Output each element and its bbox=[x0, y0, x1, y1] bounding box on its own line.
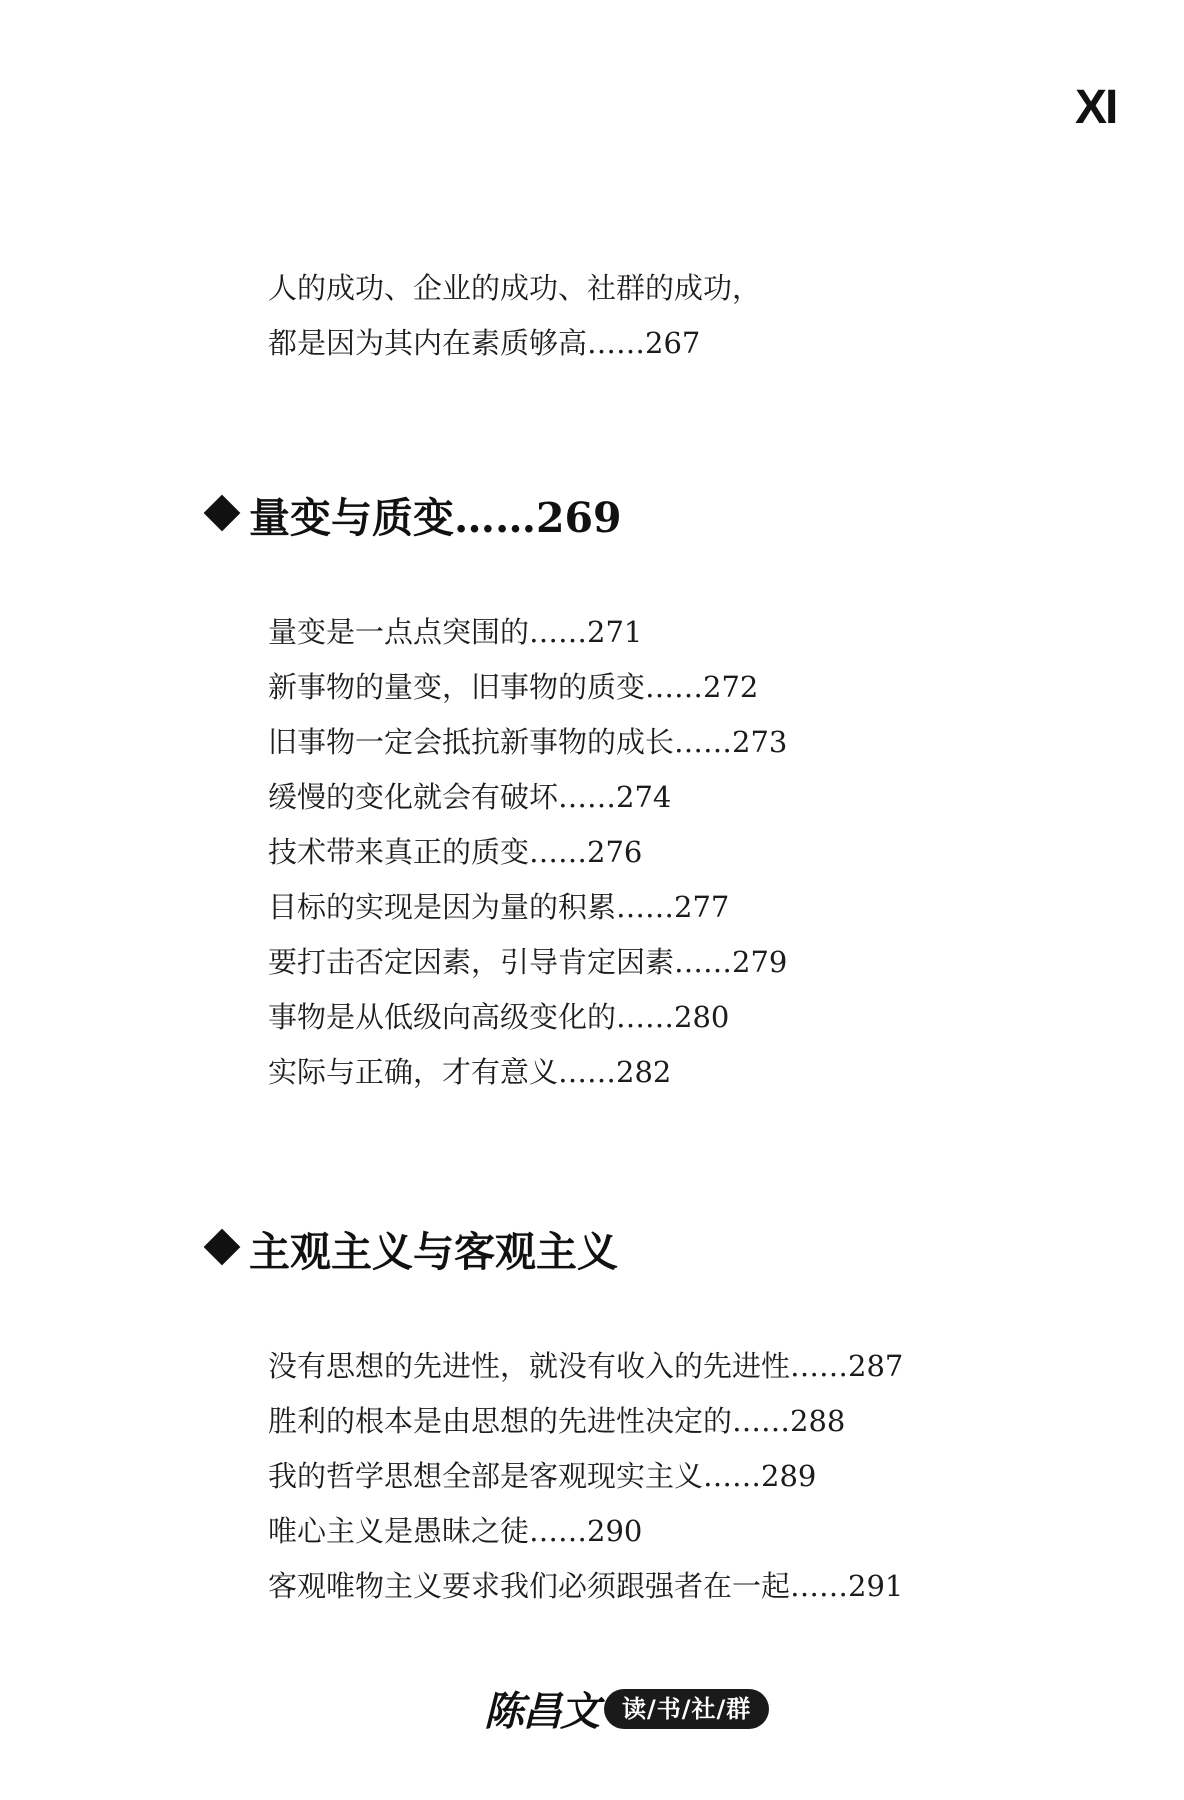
diamond-bullet-icon bbox=[204, 1229, 241, 1266]
toc-entry[interactable]: 都是因为其内在素质够高……267 bbox=[268, 326, 701, 360]
footer-brand bbox=[484, 1680, 769, 1736]
toc-entry[interactable]: 量变是一点点突围的……271 bbox=[268, 615, 643, 649]
toc-entry[interactable]: 要打击否定因素，引导肯定因素……279 bbox=[268, 945, 788, 979]
toc-entry[interactable]: 新事物的量变，旧事物的质变……272 bbox=[268, 670, 759, 704]
toc-entry[interactable]: 缓慢的变化就会有破坏……274 bbox=[268, 780, 672, 814]
toc-entry[interactable]: 胜利的根本是由思想的先进性决定的……288 bbox=[268, 1404, 846, 1438]
section-heading[interactable] bbox=[205, 1226, 618, 1278]
section-heading[interactable] bbox=[205, 492, 622, 544]
brand-pill: 读/书/社/群 bbox=[604, 1689, 769, 1729]
toc-entry[interactable]: 目标的实现是因为量的积累……277 bbox=[268, 890, 730, 924]
toc-entry[interactable]: 人的成功、企业的成功、社群的成功， bbox=[268, 271, 762, 305]
toc-entry[interactable]: 事物是从低级向高级变化的……280 bbox=[268, 1000, 730, 1034]
section-heading-text: 量变与质变……269 bbox=[249, 494, 622, 542]
diamond-bullet-icon bbox=[204, 495, 241, 532]
toc-entry[interactable]: 旧事物一定会抵抗新事物的成长……273 bbox=[268, 725, 788, 759]
page-number: XI bbox=[1075, 81, 1117, 134]
toc-entry[interactable]: 实际与正确，才有意义……282 bbox=[268, 1055, 672, 1089]
brand-logo: 陈昌文 bbox=[484, 1688, 598, 1735]
toc-entry[interactable]: 唯心主义是愚昧之徒……290 bbox=[268, 1514, 643, 1548]
toc-entry[interactable]: 我的哲学思想全部是客观现实主义……289 bbox=[268, 1459, 817, 1493]
section-heading-text: 主观主义与客观主义 bbox=[249, 1228, 618, 1276]
toc-entry[interactable]: 技术带来真正的质变……276 bbox=[268, 835, 643, 869]
toc-entry[interactable]: 客观唯物主义要求我们必须跟强者在一起……291 bbox=[268, 1569, 904, 1603]
toc-entry[interactable]: 没有思想的先进性，就没有收入的先进性……287 bbox=[268, 1349, 904, 1383]
